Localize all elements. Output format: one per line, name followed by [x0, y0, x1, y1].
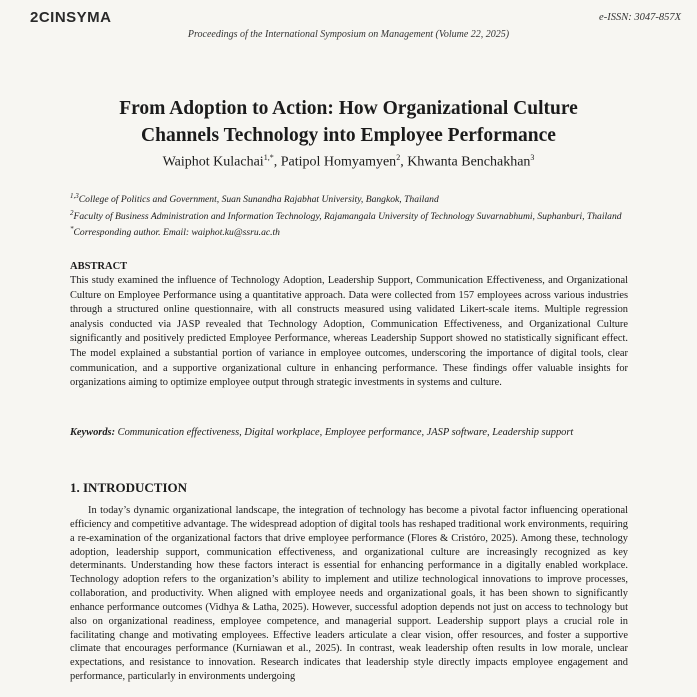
paper-title: [40, 95, 657, 149]
affiliations: [70, 190, 650, 240]
author-sup: 1,*: [263, 153, 274, 162]
journal-logo: 2CINSYMA: [30, 9, 112, 26]
abstract-text: This study examined the influence of Technology Adoption, Leadership Support, Communication Effectiveness, and Organizational Culture on Employee Performance using a quantitative approach. Data were collected from 157 employees across various industries through a structured online questionnaire, with all constructs measured using validated Likert-scale items. Multiple regression analysis conducted via JASP revealed that Technology Adoption, Communication Effectiveness, and Organizational Culture significantly and positively predicted Employee Performance, whereas Leadership Support showed no statistically significant effect. The model explained a substantial portion of variance in employee outcomes, underscoring the importance of digital tools, clear communication, and a supportive organizational culture in enhancing performance. These findings offer valuable insights for organizations aiming to optimize employee output through strategic investments in systems and culture.: [70, 275, 628, 389]
author-sup: 2: [396, 153, 401, 162]
keywords-text: Communication effectiveness, Digital workplace, Employee performance, JASP software, Leadership support: [117, 427, 574, 438]
author-name: Patipol Homyamyen: [280, 154, 397, 170]
affiliation-item: *Corresponding author. Email: waiphot.ku@ssru.ac.th: [70, 225, 280, 239]
keywords-label: Keywords:: [70, 427, 116, 438]
proceedings-line: Proceedings of the International Symposium on Management (Volume 22, 2025): [187, 29, 510, 40]
abstract-heading: ABSTRACT: [70, 261, 128, 272]
author-name: Khwanta Benchakhan: [407, 154, 531, 170]
author-list: Waiphot Kulachai$^{1,*}$, Patipol Homyamyen$^2$, Khwanta Benchakhan$^3$: [162, 153, 535, 170]
author-sup: 3: [530, 153, 535, 162]
intro-paragraph: In today’s dynamic organizational landscape, the integration of technology has become a pivotal factor influencing operational efficiency and competitive advantage. The widespread adoption of digital tools has reshaped traditional work environments, requiring a re-examination of the organizational factors that drive employee performance (Flores & Cristóro, 2025). Among these, technology adoption, leadership support, communication effectiveness, and organizational culture are increasingly recognized as key determinants. Understanding how these factors interact is essential for enhancing performance in a digitally enabled workplace. Technology adoption refers to the organization’s ability to implement and utilize technological innovations to improve processes, collaboration, and productivity. When aligned with employee needs and organizational goals, it has been shown to significantly enhance performance outcomes (Vidhya & Latha, 2025). However, successful adoption depends not just on access to technology but also on organizational readiness, employee competence, and managerial support. Leadership support plays a crucial role in facilitating change and motivating employees. Effective leaders articulate a clear vision, offer resources, and foster a supportive climate that encourages performance (Kurniawan et al., 2025). In contrast, weak leadership often results in low morale, unclear expectations, and resistance to innovation. Research indicates that leadership style directly impacts employee engagement and performance, particularly in environments undergoing: [70, 505, 628, 683]
affiliation-item: $^2$Faculty of Business Administration and Information Technology, Rajamangala University of Technology Suvarnabhumi, Suphanburi, Thailand: [70, 208, 622, 222]
author-name: Waiphot Kulachai: [162, 154, 264, 170]
title-line-1: From Adoption to Action: How Organizational Culture: [119, 98, 578, 119]
issn-label: e-ISSN: 3047-857X: [599, 12, 681, 23]
affiliation-item: $^{1,3}$College of Politics and Government, Suan Sunandha Rajabhat University, Bangkok, Thailand: [70, 192, 439, 206]
keywords: [70, 426, 628, 441]
section-heading: 1. INTRODUCTION: [70, 480, 188, 495]
title-line-2: Channels Technology into Employee Performance: [141, 125, 556, 146]
